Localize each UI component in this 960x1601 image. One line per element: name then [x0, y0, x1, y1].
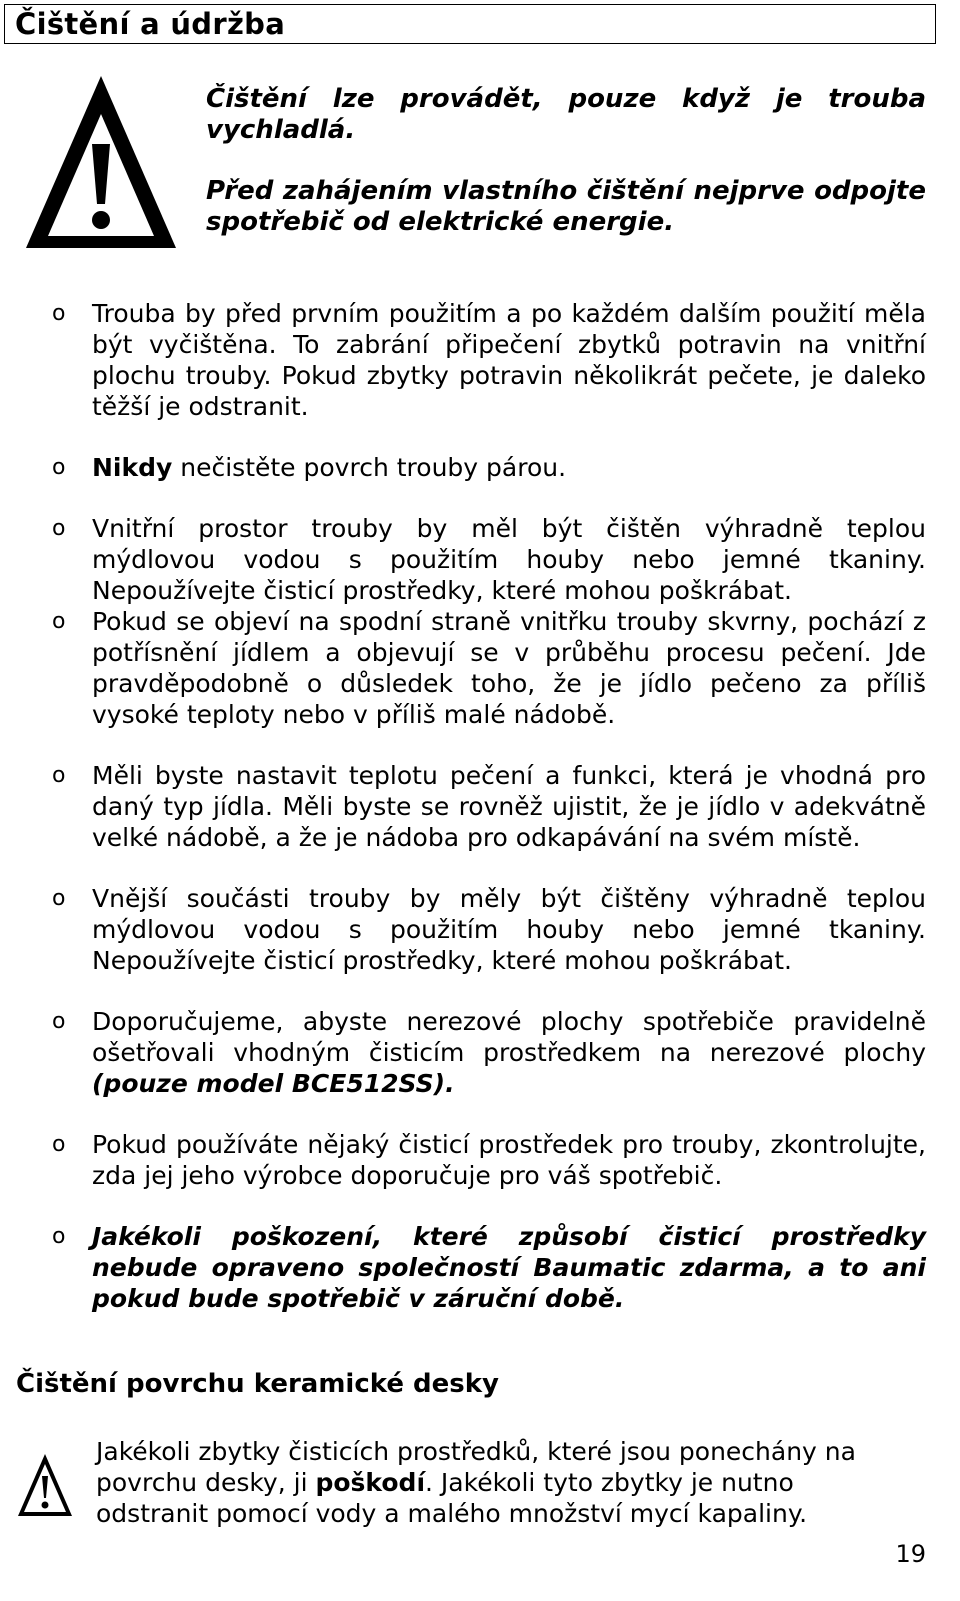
warning-line-2: Před zahájením vlastního čištění nejprve odpojte spotřebič od elektrické energie.: [206, 176, 926, 237]
bullet-marker: o: [52, 455, 66, 480]
warning-triangle-icon: [22, 72, 180, 254]
list-item: [48, 513, 926, 606]
bullet-marker: o: [52, 609, 66, 634]
ceramic-text-part: . Jakékoli tyto zbytky je nutno odstranit pomocí vody a malého množství mycí kapaliny.: [96, 1468, 808, 1528]
list-item-text: Pokud se objeví na spodní straně vnitřku trouby skvrny, pochází z potřísnění jídlem a objevují se v průběhu procesu pečení. Jde pravděpodobně o důsledek toho, že je jídlo pečeno za příliš vysoké teploty nebo v příliš malé nádobě.: [92, 607, 926, 729]
list-item: [48, 452, 926, 483]
bullet-marker: o: [52, 301, 66, 326]
ceramic-emphasis: poškodí: [315, 1468, 426, 1497]
bullet-marker: o: [52, 1009, 66, 1034]
ceramic-warning-text: [96, 1436, 896, 1529]
ceramic-text-part: Jakékoli zbytky čisticích prostředků, které jsou ponechány na povrchu desky, ji: [96, 1437, 856, 1497]
list-item-text: Vnitřní prostor trouby by měl být čištěn výhradně teplou mýdlovou vodou s použitím houby nebo jemné tkaniny. Nepoužívejte čisticí prostředky, které mohou poškrábat.: [92, 514, 926, 605]
maintenance-list: [48, 298, 926, 1314]
warning-triangle-icon: [16, 1452, 74, 1518]
warning-line-1: Čištění lze provádět, pouze když je trouba vychladlá.: [206, 84, 926, 145]
list-item: [48, 1221, 926, 1314]
section-title: Čištění a údržba: [4, 4, 936, 44]
page-number: 19: [895, 1540, 926, 1568]
list-item-text: Jakékoli poškození, které způsobí čisticí prostředky nebude opraveno společností Baumatic zdarma, a to ani pokud bude spotřebič v záruční době.: [92, 1222, 926, 1313]
list-item-text: Trouba by před prvním použitím a po každém dalším použití měla být vyčištěna. To zabrání připečení zbytků potravin na vnitřní plochu trouby. Pokud zbytky potravin několikrát pečete, je daleko těžší je odstranit.: [92, 299, 926, 421]
list-item-text: Měli byste nastavit teplotu pečení a funkci, která je vhodná pro daný typ jídla. Měli byste se rovněž ujistit, že je jídlo v adekvátně velké nádobě, a že je nádoba pro odkapávání na svém místě.: [92, 761, 926, 852]
list-item: [48, 1006, 926, 1099]
list-item: [48, 760, 926, 853]
ceramic-section-title: Čištění povrchu keramické desky: [16, 1369, 499, 1399]
list-item: [48, 606, 926, 730]
bullet-marker: o: [52, 763, 66, 788]
list-item: [48, 298, 926, 422]
list-item: [48, 883, 926, 976]
bullet-marker: o: [52, 1132, 66, 1157]
list-item-text: Pokud používáte nějaký čisticí prostředek pro trouby, zkontrolujte, zda jej jeho výrobce doporučuje pro váš spotřebič.: [92, 1130, 926, 1190]
bullet-marker: o: [52, 886, 66, 911]
list-item-text: Doporučujeme, abyste nerezové plochy spotřebiče pravidelně ošetřovali vhodným čisticím prostředkem na nerezové plochy: [92, 1007, 926, 1067]
model-note: (pouze model BCE512SS).: [92, 1069, 455, 1098]
list-item: [48, 1129, 926, 1191]
bullet-marker: o: [52, 516, 66, 541]
bullet-marker: o: [52, 1224, 66, 1249]
list-item-text: Vnější součásti trouby by měly být čištěny výhradně teplou mýdlovou vodou s použitím houby nebo jemné tkaniny. Nepoužívejte čisticí prostředky, které mohou poškrábat.: [92, 884, 926, 975]
warning-text: [206, 84, 926, 268]
list-item-emphasis: Nikdy: [92, 453, 173, 482]
list-item-text: nečistěte povrch trouby párou.: [172, 453, 567, 482]
